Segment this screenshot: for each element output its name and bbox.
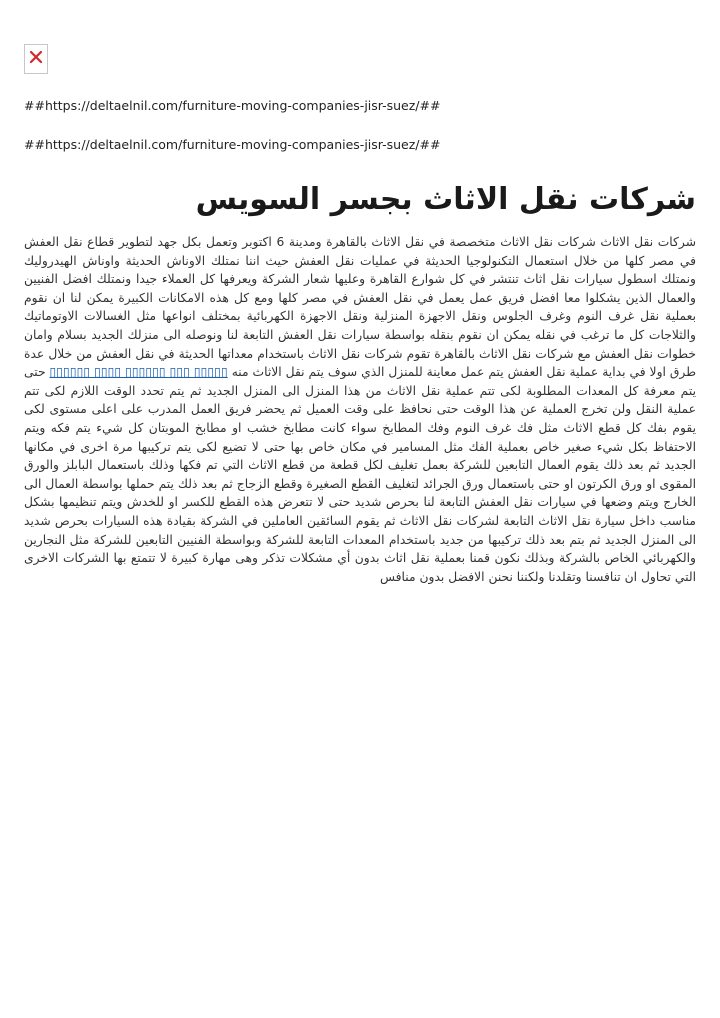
article-body-text-start: شركات نقل الاثاث شركات نقل الاثاث متخصصة في نقل الاثاث بالقاهرة ومدينة 6 اكتوبر وتعمل بكل جهد لتطوير قطاع نقل العفش في مصر كلها من خلال استعمال التكنولوجيا الحديثة في عمليات نقل العفش حيث اننا نمتلك الاوناش الحديثة واوناش الهيدروليك ونمتلك اسطول سيارات نقل اثاث تنتشر في كل شوارع القاهرة وعليها شعار الشركة ويعرفها كل العملاء جيدا ونمتلك افضل الفنيين والعمال الذين يشكلوا معا افضل فريق عمل يعمل في نقل العفش في مصر كلها ومع كل هذه الامكانات الكبيرة يمكن لنا ان نقوم بعملية نقل غرف النوم وغرف الجلوس ونقل الاجهزة المنزلية ونقل الاجهزة الكهربائية بمختلف انواعها مثل الغسالات الاوتوماتيك والثلاجات كل ما ترغب في نقله يمكن ان نقوم بنقله بواسطة سيارات نقل العفش التابعة لنا ونوصله الى منزلك الجديد بسلام وامان خطوات نقل العفش مع شركات نقل الاثاث بالقاهرة تقوم شركات نقل الاثاث باستخدام معداتها الحديثة في نقل العفش من خلال عدة طرق اولا في بداية عملية نقل العفش يتم عمل معاينة للمنزل الذي سوف يتم نقل الاثاث منه (24, 235, 696, 380)
broken-image-icon (29, 50, 43, 64)
article-body (24, 233, 696, 586)
article-title: شركات نقل الاثاث بجسر السويس (195, 182, 696, 217)
source-url-top: ##https://deltaelnil.com/furniture-moving-companies-jisr-suez/## (24, 98, 441, 113)
article-inline-link[interactable]: ▯▯▯▯▯ ▯▯▯ ▯▯▯▯▯▯ ▯▯▯▯ ▯▯▯▯▯▯ (49, 365, 228, 380)
source-url-bottom: ##https://deltaelnil.com/furniture-moving-companies-jisr-suez/## (24, 137, 441, 152)
article-body-text-end: حتى يتم معرفة كل المعدات المطلوبة لكى تتم عملية نقل الاثاث من هذا المنزل الى المنزل الجديد ثم يتم تحدد الوقت اللازم لكى تتم عملية النقل ولن تخرج العملية عن هذا الوقت حتى نحافظ على وقت العميل ثم يحضر فريق العمل المدرب على اعلى مستوى لكى يقوم بفك كل قطع الاثاث مثل فك غرف النوم وفك المطابخ سواء كانت مطابخ خشب او مطابخ الموبتان كل شيء يتم فكه ويتم الاحتفاظ بكل شيء صغير خاص بعملية الفك مثل المسامير في مكان خاص بها حتى لا تضيع لكى يتم تركيبها مرة اخرى في مكانها الجديد ثم بعد ذلك يقوم العمال التابعين للشركة بعمل تغليف لكل قطعة من قطع الاثاث التي تم فكها وذلك باستعمال البابلز والورق المقوى او ورق الكرتون او حتى باستعمال ورق الجرائد لتغليف القطع الصغيرة وقطع الزجاج ثم بعد ذلك يتم حملها بواسطة العمال الى الخارج ويتم وضعها في سيارات نقل العفش التابعة لنا بحرص شديد حتى لا تتعرض هذه القطع للكسر او للخدش ويتم تنظيمها بشكل مناسب داخل سيارة نقل الاثاث التابعة لشركات نقل الاثاث ثم يقوم السائقين العاملين في الشركة بقيادة هذه السيارات بحرص شديد الى المنزل الجديد ثم بتم بعد ذلك تركيبها من جديد باستخدام المعدات التابعة للشركة وبواسطة الفنيين التابعين للشركة مثل النجارين والكهربائي الخاص بالشركة وبذلك نكون قمنا بعملية نقل اثاث بدون أي مشكلات تذكر وهى مهارة كبيرة لا تتمتع بها الشركات الاخرى التي تحاول ان تنافسنا وتقلدنا ولكننا نحنن الافضل بدون منافس (24, 365, 696, 584)
broken-image (24, 44, 48, 74)
